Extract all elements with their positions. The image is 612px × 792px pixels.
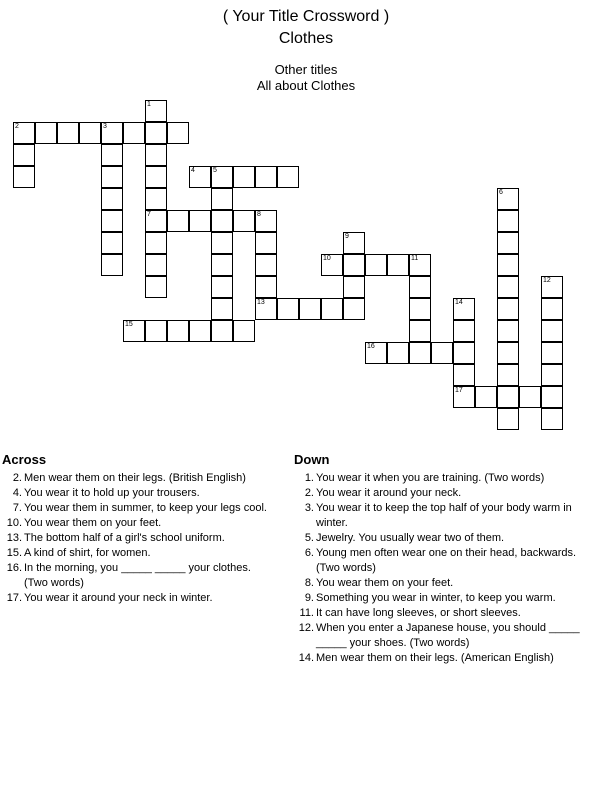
cell-number: 11 — [411, 255, 419, 262]
grid-cell[interactable] — [343, 276, 365, 298]
grid-cell[interactable] — [13, 166, 35, 188]
clue-text: Men wear them on their legs. (American English) — [316, 652, 554, 664]
clue-text: It can have long sleeves, or short sleeves. — [316, 607, 521, 619]
grid-cell[interactable] — [277, 298, 299, 320]
grid-cell[interactable] — [101, 188, 123, 210]
grid-cell[interactable] — [497, 386, 519, 408]
clue-number: 14. — [298, 652, 314, 664]
grid-cell[interactable] — [541, 386, 563, 408]
grid-cell[interactable] — [211, 210, 233, 232]
clue-number: 13. — [6, 532, 22, 544]
clue-text: Something you wear in winter, to keep you warm. — [316, 592, 556, 604]
across-clue — [2, 486, 274, 501]
grid-cell[interactable] — [409, 342, 431, 364]
clue-text: Young men often wear one on their head, backwards. (Two words) — [316, 547, 577, 574]
down-clue — [294, 546, 584, 576]
grid-cell[interactable] — [497, 232, 519, 254]
clue-text: You wear them on your feet. — [24, 517, 162, 529]
grid-cell[interactable] — [519, 386, 541, 408]
grid-cell[interactable] — [541, 320, 563, 342]
grid-cell[interactable] — [79, 122, 101, 144]
grid-cell[interactable] — [497, 298, 519, 320]
grid-cell[interactable] — [101, 144, 123, 166]
grid-cell[interactable] — [387, 342, 409, 364]
clue-number: 5. — [304, 532, 314, 544]
clue-number: 11. — [299, 607, 314, 619]
grid-cell[interactable] — [343, 254, 365, 276]
grid-cell[interactable] — [233, 166, 255, 188]
grid-cell[interactable] — [145, 276, 167, 298]
grid-cell[interactable] — [541, 408, 563, 430]
clue-number: 2. — [12, 472, 22, 484]
grid-cell[interactable] — [541, 342, 563, 364]
clue-text: The bottom half of a girl's school uniform. — [24, 532, 225, 544]
across-clue — [2, 531, 274, 546]
grid-cell[interactable] — [167, 210, 189, 232]
grid-cell[interactable] — [101, 232, 123, 254]
grid-cell[interactable] — [211, 188, 233, 210]
grid-cell[interactable] — [343, 298, 365, 320]
grid-cell[interactable] — [387, 254, 409, 276]
grid-cell[interactable] — [409, 276, 431, 298]
across-clue — [2, 471, 274, 486]
grid-cell[interactable] — [497, 364, 519, 386]
clue-number: 17. — [6, 592, 22, 604]
across-clue — [2, 546, 274, 561]
grid-cell[interactable] — [123, 320, 145, 342]
grid-cell[interactable] — [101, 254, 123, 276]
down-clue — [294, 576, 584, 591]
grid-cell[interactable] — [211, 232, 233, 254]
grid-cell[interactable] — [35, 122, 57, 144]
grid-cell[interactable] — [343, 232, 365, 254]
across-clue — [2, 501, 274, 516]
cell-number: 13 — [257, 299, 265, 306]
grid-cell[interactable] — [189, 320, 211, 342]
grid-cell[interactable] — [409, 298, 431, 320]
grid-cell[interactable] — [167, 320, 189, 342]
grid-cell[interactable] — [255, 232, 277, 254]
grid-cell[interactable] — [167, 122, 189, 144]
cell-number: 5 — [213, 167, 217, 174]
grid-cell[interactable] — [453, 386, 475, 408]
clue-text: Men wear them on their legs. (British English) — [24, 472, 246, 484]
down-clue — [294, 486, 584, 501]
clue-text: You wear them on your feet. — [316, 577, 454, 589]
clue-number: 2. — [304, 487, 314, 499]
grid-cell[interactable] — [233, 320, 255, 342]
grid-cell[interactable] — [211, 166, 233, 188]
clue-text: You wear it when you are training. (Two words) — [316, 472, 545, 484]
clue-number: 9. — [304, 592, 314, 604]
grid-cell[interactable] — [541, 364, 563, 386]
grid-cell[interactable] — [189, 166, 211, 188]
cell-number: 3 — [103, 123, 107, 130]
clue-number: 15. — [6, 547, 22, 559]
grid-cell[interactable] — [541, 276, 563, 298]
grid-cell[interactable] — [299, 298, 321, 320]
cell-number: 10 — [323, 255, 331, 262]
down-clue — [294, 471, 584, 486]
clue-number: 12. — [298, 622, 314, 634]
grid-cell[interactable] — [145, 232, 167, 254]
clue-number: 8. — [304, 577, 314, 589]
subtitle-line-1: Other titles — [274, 62, 338, 77]
grid-cell[interactable] — [145, 210, 167, 232]
grid-cell[interactable] — [255, 210, 277, 232]
clue-text: You wear them in summer, to keep your legs cool. — [24, 502, 267, 514]
grid-cell[interactable] — [145, 100, 167, 122]
clue-text: You wear it around your neck. — [316, 487, 462, 499]
grid-cell[interactable] — [475, 386, 497, 408]
grid-cell[interactable] — [497, 408, 519, 430]
down-clue — [294, 651, 584, 666]
grid-cell[interactable] — [277, 166, 299, 188]
cell-number: 9 — [345, 233, 349, 240]
grid-cell[interactable] — [365, 342, 387, 364]
down-clue — [294, 531, 584, 546]
cell-number: 8 — [257, 211, 261, 218]
grid-cell[interactable] — [409, 254, 431, 276]
across-clues — [2, 452, 274, 606]
grid-cell[interactable] — [145, 254, 167, 276]
grid-cell[interactable] — [541, 298, 563, 320]
grid-cell[interactable] — [101, 210, 123, 232]
cell-number: 12 — [543, 277, 551, 284]
across-clue — [2, 516, 274, 531]
grid-cell[interactable] — [145, 188, 167, 210]
grid-cell[interactable] — [321, 254, 343, 276]
down-heading: Down — [294, 452, 330, 467]
grid-cell[interactable] — [453, 342, 475, 364]
title-line-2: Clothes — [278, 30, 334, 47]
grid-cell[interactable] — [189, 210, 211, 232]
grid-cell[interactable] — [497, 342, 519, 364]
grid-cell[interactable] — [233, 210, 255, 232]
grid-cell[interactable] — [145, 320, 167, 342]
cell-number: 2 — [15, 123, 19, 130]
grid-cell[interactable] — [145, 122, 167, 144]
grid-cell[interactable] — [145, 144, 167, 166]
grid-cell[interactable] — [497, 210, 519, 232]
clue-text: A kind of shirt, for women. — [24, 547, 151, 559]
down-clue — [294, 621, 584, 651]
cell-number: 7 — [147, 211, 151, 218]
grid-cell[interactable] — [453, 320, 475, 342]
cell-number: 1 — [147, 101, 151, 108]
grid-cell[interactable] — [255, 298, 277, 320]
grid-cell[interactable] — [13, 122, 35, 144]
grid-cell[interactable] — [101, 122, 123, 144]
across-heading: Across — [2, 452, 47, 467]
grid-cell[interactable] — [453, 364, 475, 386]
grid-cell[interactable] — [497, 320, 519, 342]
down-clues — [294, 452, 584, 666]
cell-number: 17 — [455, 387, 463, 394]
clue-number: 4. — [12, 487, 22, 499]
clue-text: You wear it around your neck in winter. — [24, 592, 213, 604]
clue-number: 7. — [12, 502, 22, 514]
cell-number: 4 — [191, 167, 195, 174]
grid-cell[interactable] — [497, 188, 519, 210]
grid-cell[interactable] — [211, 276, 233, 298]
clue-number: 16. — [6, 562, 22, 574]
cell-number: 15 — [125, 321, 133, 328]
clue-number: 6. — [304, 547, 314, 559]
grid-cell[interactable] — [211, 298, 233, 320]
grid-cell[interactable] — [57, 122, 79, 144]
clue-text: In the morning, you _____ _____ your clothes. (Two words) — [24, 562, 251, 589]
grid-cell[interactable] — [365, 254, 387, 276]
clue-text: Jewelry. You usually wear two of them. — [316, 532, 505, 544]
grid-cell[interactable] — [101, 166, 123, 188]
down-clue — [294, 501, 584, 531]
grid-cell[interactable] — [321, 298, 343, 320]
clue-text: You wear it to hold up your trousers. — [24, 487, 200, 499]
clue-text: When you enter a Japanese house, you should _____ _____ your shoes. (Two words) — [316, 622, 580, 649]
clue-number: 1. — [304, 472, 314, 484]
clue-number: 3. — [304, 502, 314, 514]
grid-cell[interactable] — [211, 320, 233, 342]
grid-cell[interactable] — [409, 320, 431, 342]
grid-cell[interactable] — [255, 166, 277, 188]
title-line-1: ( Your Title Crossword ) — [222, 8, 390, 25]
across-clue — [2, 561, 274, 591]
clue-number: 10. — [6, 517, 22, 529]
grid-cell[interactable] — [13, 144, 35, 166]
grid-cell[interactable] — [497, 276, 519, 298]
grid-cell[interactable] — [255, 254, 277, 276]
grid-cell[interactable] — [453, 298, 475, 320]
clue-text: You wear it to keep the top half of your body warm in winter. — [316, 502, 572, 529]
grid-cell[interactable] — [145, 166, 167, 188]
cell-number: 16 — [367, 343, 375, 350]
grid-cell[interactable] — [123, 122, 145, 144]
grid-cell[interactable] — [211, 254, 233, 276]
grid-cell[interactable] — [255, 276, 277, 298]
down-clue — [294, 591, 584, 606]
grid-cell[interactable] — [431, 342, 453, 364]
across-clue — [2, 591, 274, 606]
cell-number: 14 — [455, 299, 463, 306]
down-clue — [294, 606, 584, 621]
cell-number: 6 — [499, 189, 503, 196]
subtitle-line-2: All about Clothes — [256, 78, 356, 93]
grid-cell[interactable] — [497, 254, 519, 276]
